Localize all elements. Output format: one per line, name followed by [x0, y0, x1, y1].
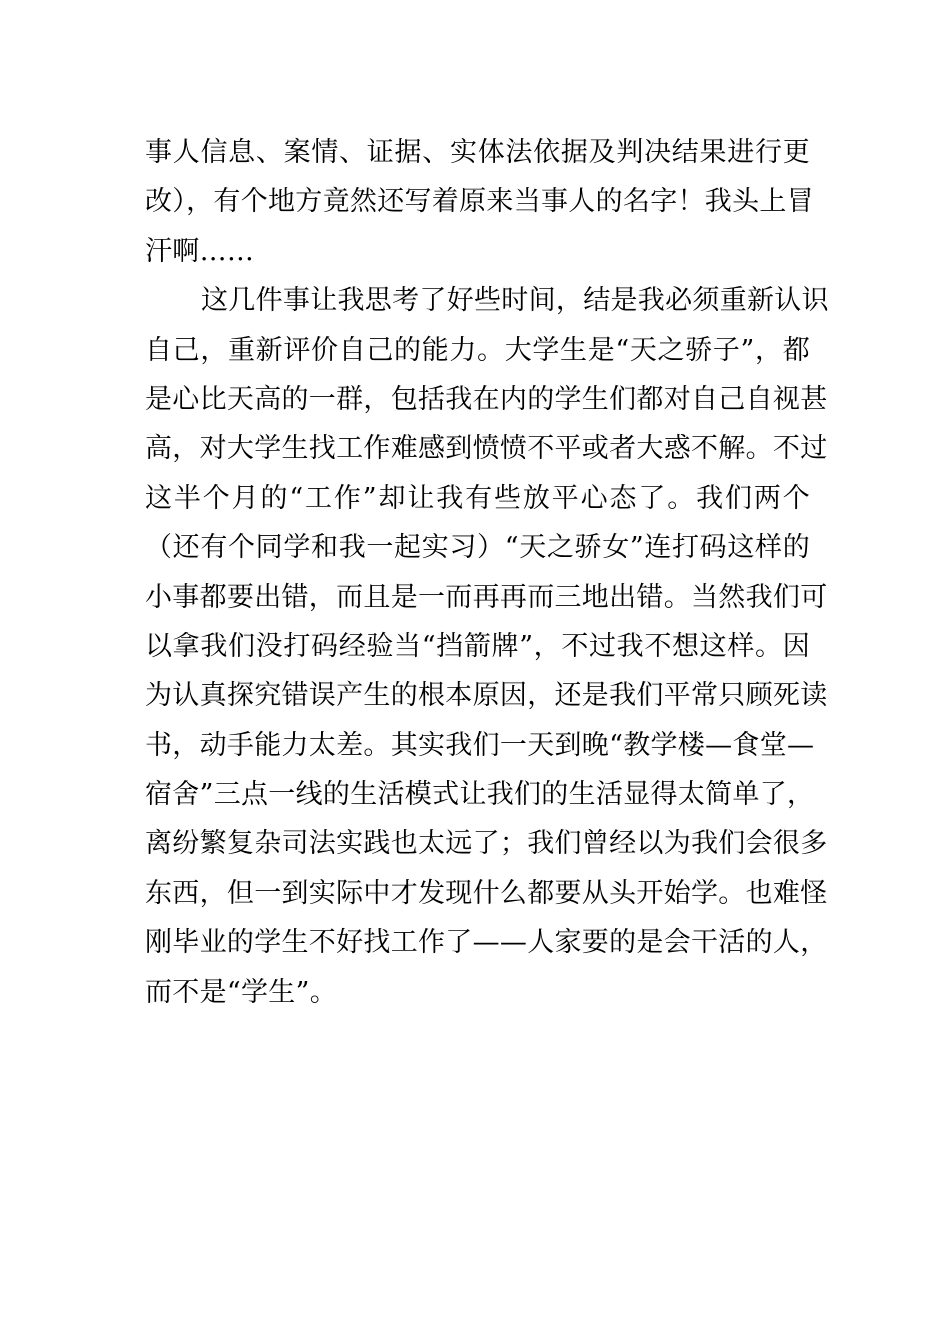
text-line: 自己，重新评价自己的能力。大学生是“天之骄子”，都 — [145, 334, 810, 366]
text-line: 小事都要出错，而且是一而再再而三地出错。当然我们可 — [145, 581, 828, 613]
body-text — [145, 128, 829, 1017]
text-line: 是心比天高的一群，包括我在内的学生们都对自己自视甚 — [145, 383, 828, 415]
text-line: 以拿我们没打码经验当“挡箭牌”，不过我不想这样。因 — [145, 630, 810, 662]
text-line: 这几件事让我思考了好些时间，结是我必须重新认识 — [201, 285, 829, 317]
text-line: 而不是“学生”。 — [145, 976, 338, 1008]
text-line: 离纷繁复杂司法实践也太远了；我们曾经以为我们会很多 — [145, 828, 828, 860]
text-line: 事人信息、案情、证据、实体法依据及判决结果进行更 — [145, 137, 810, 168]
text-line: （还有个同学和我一起实习）“天之骄女”连打码这样的 — [145, 532, 810, 564]
text-line: 宿舍”三点一线的生活模式让我们的生活显得太简单了， — [145, 779, 815, 811]
text-line: 这半个月的“工作”却让我有些放平心态了。我们两个 — [145, 482, 810, 514]
text-line: 为认真探究错误产生的根本原因，还是我们平常只顾死读 — [145, 680, 828, 712]
text-line: 汗啊…… — [145, 235, 255, 267]
text-line: 高，对大学生找工作难感到愤愤不平或者大惑不解。不过 — [145, 433, 828, 465]
text-line: 书，动手能力太差。其实我们一天到晚“教学楼—食堂— — [145, 729, 815, 761]
text-line: 刚毕业的学生不好找工作了——人家要的是会干活的人， — [145, 927, 828, 959]
text-line: 东西，但一到实际中才发现什么都要从头开始学。也难怪 — [145, 877, 828, 909]
text-line: 改），有个地方竟然还写着原来当事人的名字！我头上冒 — [145, 186, 814, 218]
